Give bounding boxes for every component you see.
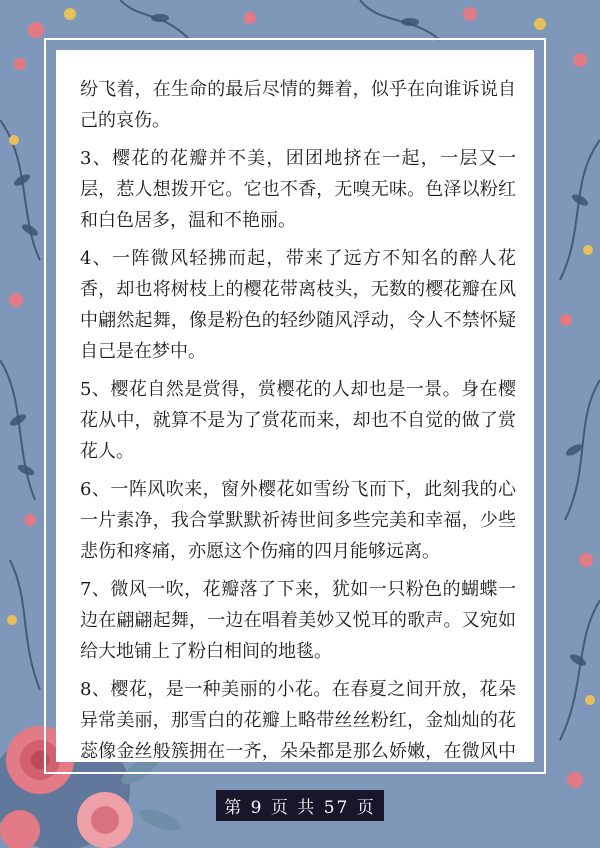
paragraph: 4、一阵微风轻拂而起，带来了远方不知名的醉人花香，却也将树枝上的樱花带离枝头，无数的樱花瓣在风中翩然起舞，像是粉色的轻纱随风浮动，令人不禁怀疑自己是在梦中。 [80,248,516,362]
paragraph: 7、微风一吹，花瓣落了下来，犹如一只粉色的蝴蝶一边在翩翩起舞，一边在唱着美妙又悦耳的歌声。又宛如给大地铺上了粉白相间的地毯。 [80,579,516,662]
content-card [56,50,534,762]
paragraph: 纷飞着，在生命的最后尽情的舞着，似乎在向谁诉说自己的哀伤。 [80,79,516,131]
paragraph: 3、樱花的花瓣并不美，团团地挤在一起，一层又一层，惹人想拨开它。它也不香，无嗅无味。色泽以粉红和白色居多，温和不艳丽。 [80,148,516,231]
page-number-label: 第 9 页 共 57 页 [216,790,383,821]
paragraph: 6、一阵风吹来，窗外樱花如雪纷飞而下，此刻我的心一片素净，我合掌默默祈祷世间多些完美和幸福，少些悲伤和疼痛，亦愿这个伤痛的四月能够远离。 [80,479,516,562]
paragraph: 5、樱花自然是赏得，赏樱花的人却也是一景。身在樱花从中，就算不是为了赏花而来，却也不自觉的做了赏花人。 [80,379,516,462]
page-footer [0,790,600,821]
paragraph: 8、樱花，是一种美丽的小花。在春夏之间开放，花朵异常美丽，那雪白的花瓣上略带丝丝粉红，金灿灿的花蕊像金丝般簇拥在一齐，朵朵都是那么娇嫩，在微风中 [80,679,516,762]
article-body [80,74,516,762]
